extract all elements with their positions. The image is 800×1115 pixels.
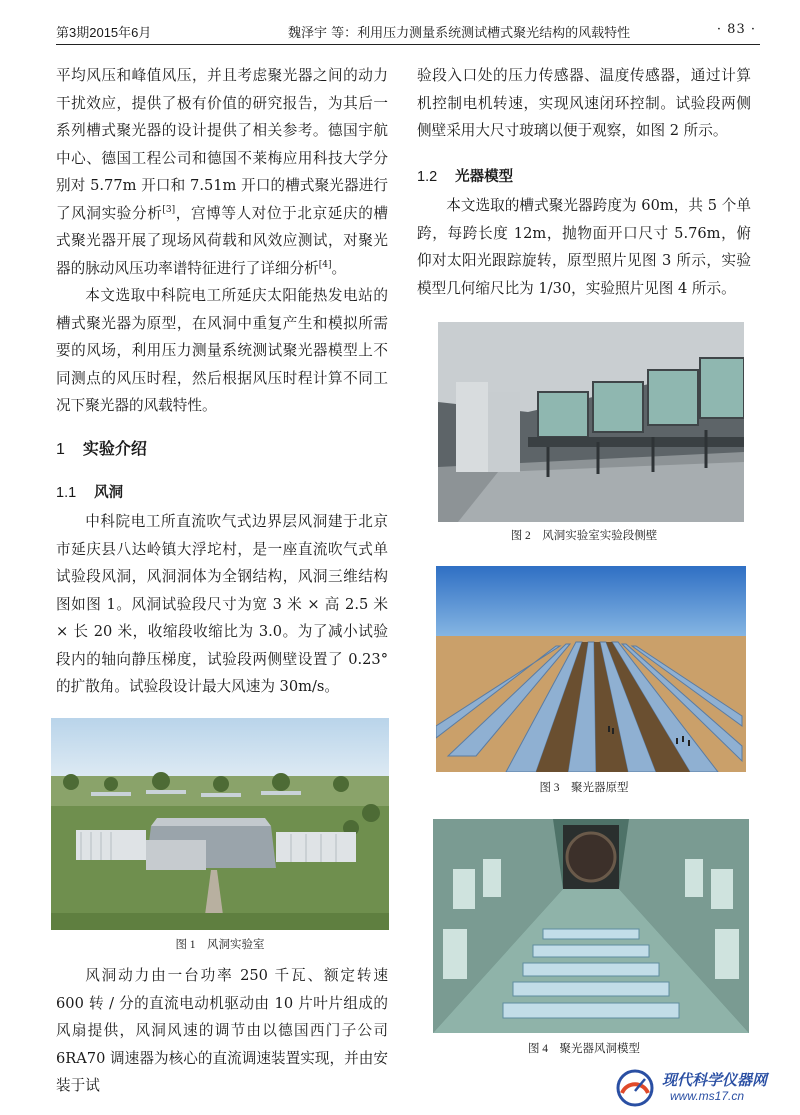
gauge-logo-icon xyxy=(612,1063,658,1109)
left-column xyxy=(56,62,388,420)
subsection-heading: 1.2 光器模型 xyxy=(417,169,514,185)
paragraph: 验段入口处的压力传感器、温度传感器，通过计算机控制电机转速，实现风速闭环控制。试验段两侧侧壁采用大尺寸玻璃以便于观察，如图 2 所示。 xyxy=(417,67,751,139)
figure-2-caption: 图 2 风洞实验室实验段侧壁 xyxy=(510,530,658,542)
right-column-continued xyxy=(417,192,751,302)
running-title: 魏泽宇 等：利用压力测量系统测试槽式聚光结构的风载特性 xyxy=(288,26,631,41)
figure-4-photo xyxy=(433,819,749,1033)
figure-1-photo xyxy=(51,718,389,930)
left-column-bottom xyxy=(56,962,388,1100)
paragraph: 本文选取的槽式聚光器跨度为 60m，共 5 个单跨，每跨长度 12m，抛物面开口尺寸 5.76m，俯仰对太阳光跟踪旋转，原型照片见图 3 所示，实验模型几何缩尺比为 1/30，实验照片见图 4 所示。 xyxy=(417,197,751,297)
figure-2-photo xyxy=(438,322,744,522)
page-number: · 83 · xyxy=(716,22,756,37)
left-column-continued xyxy=(56,508,388,701)
watermark-brand: 现代科学仪器网 xyxy=(662,1072,768,1089)
issue-date: 第3期2015年6月 xyxy=(56,25,152,40)
running-header xyxy=(56,18,760,45)
right-column xyxy=(417,62,751,145)
site-watermark xyxy=(612,1063,792,1109)
citation-ref[interactable]: [4] xyxy=(318,259,332,270)
citation-ref[interactable]: [3] xyxy=(162,204,176,215)
paragraph: 风洞动力由一台功率 250 千瓦、额定转速 600 转 / 分的直流电动机驱动由 10 片叶片组成的风扇提供，风洞风速的调节由以德国西门子公司 6RA70 调速器为核心的直流调速装置实现，并由安装于试 xyxy=(56,967,388,1094)
wind-tunnel-model-photo xyxy=(433,819,749,1033)
figure-3-caption: 图 3 聚光器原型 xyxy=(539,782,629,794)
figure-4-caption: 图 4 聚光器风洞模型 xyxy=(527,1043,641,1055)
collector-prototype-photo xyxy=(436,566,746,772)
paragraph: 中科院电工所直流吹气式边界层风洞建于北京市延庆县八达岭镇大浮坨村，是一座直流吹气式单试验段风洞，风洞洞体为全钢结构，风洞三维结构图如图 1。风洞试验段尺寸为宽 3 米 × 高 2.5 米 × 长 20 米，收缩段收缩比为 3.0。为了减小试验段内的轴向静压梯度，试验段两侧壁设置了 0.23° 的扩散角。试验段设计最大风速为 30m/s。 xyxy=(56,513,388,695)
section-heading: 1 实验介绍 xyxy=(56,441,147,458)
wind-tunnel-lab-photo xyxy=(51,718,389,930)
figure-3-photo xyxy=(436,566,746,772)
paragraph: 平均风压和峰值风压，并且考虑聚光器之间的动力干扰效应，提供了极有价值的研究报告，为其后一系列槽式聚光器的设计提供了相关参考。德国宇航中心、德国工程公司和德国不莱梅应用科技大学分别对 5.77m 开口和 7.51m 开口的槽式聚光器进行了风洞实验分析[3]，宫博等人对位于北京延庆的槽式聚光器开展了现场风荷载和风效应测试，对聚光器的脉动风压功率谱特征进行了详细分析[4]。 xyxy=(56,67,388,277)
watermark-url[interactable]: www.ms17.cn xyxy=(670,1089,745,1103)
figure-1-caption: 图 1 风洞实验室 xyxy=(175,939,265,951)
subsection-heading: 1.1 风洞 xyxy=(56,485,124,501)
test-section-sidewall-photo xyxy=(438,322,744,522)
paragraph: 本文选取中科院电工所延庆太阳能热发电站的槽式聚光器为原型，在风洞中重复产生和模拟所需要的风场，利用压力测量系统测试聚光器模型上不同测点的风压时程，然后根据风压时程计算不同工况下聚光器的风载特性。 xyxy=(56,287,388,414)
